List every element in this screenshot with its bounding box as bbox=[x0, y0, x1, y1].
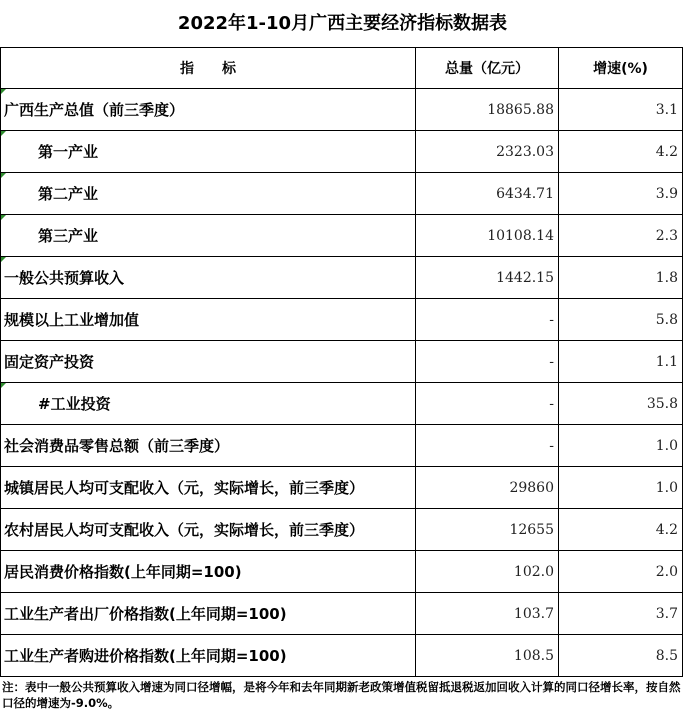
row-total: - bbox=[416, 383, 559, 425]
table-row bbox=[1, 257, 683, 299]
row-label: 工业生产者购进价格指数(上年同期=100) bbox=[1, 635, 416, 677]
table-row bbox=[1, 131, 683, 173]
row-growth: 3.1 bbox=[559, 89, 683, 131]
row-label: 工业生产者出厂价格指数(上年同期=100) bbox=[1, 593, 416, 635]
row-label: 社会消费品零售总额（前三季度） bbox=[1, 425, 416, 467]
header-growth: 增速(%) bbox=[559, 48, 683, 89]
row-growth: 1.1 bbox=[559, 341, 683, 383]
row-total: 10108.14 bbox=[416, 215, 559, 257]
table-row bbox=[1, 551, 683, 593]
row-growth: 5.8 bbox=[559, 299, 683, 341]
cell-marker bbox=[1, 215, 6, 220]
row-label: 城镇居民人均可支配收入（元，实际增长，前三季度） bbox=[1, 467, 416, 509]
row-total: 12655 bbox=[416, 509, 559, 551]
row-growth: 1.8 bbox=[559, 257, 683, 299]
table-row bbox=[1, 89, 683, 131]
row-growth: 8.5 bbox=[559, 635, 683, 677]
header-indicator: 指 标 bbox=[1, 48, 416, 89]
row-growth: 3.7 bbox=[559, 593, 683, 635]
row-total: 103.7 bbox=[416, 593, 559, 635]
cell-marker bbox=[1, 131, 6, 136]
cell-marker bbox=[1, 257, 6, 262]
row-label: 居民消费价格指数(上年同期=100) bbox=[1, 551, 416, 593]
row-label: 广西生产总值（前三季度） bbox=[1, 89, 416, 131]
row-total: - bbox=[416, 341, 559, 383]
row-growth: 35.8 bbox=[559, 383, 683, 425]
cell-marker bbox=[1, 89, 6, 94]
table-row bbox=[1, 299, 683, 341]
row-total: 108.5 bbox=[416, 635, 559, 677]
row-total: 18865.88 bbox=[416, 89, 559, 131]
row-growth: 4.2 bbox=[559, 509, 683, 551]
page-title: 2022年1-10月广西主要经济指标数据表 bbox=[177, 13, 508, 34]
table-row bbox=[1, 383, 683, 425]
row-growth: 2.0 bbox=[559, 551, 683, 593]
header-total: 总量（亿元） bbox=[416, 48, 559, 89]
indicator-table bbox=[0, 47, 683, 677]
row-label: 规模以上工业增加值 bbox=[1, 299, 416, 341]
footnote: 注：表中一般公共预算收入增速为同口径增幅，是将今年和去年同期新老政策增值税留抵退税返加回收入计算的同口径增长率，按自然口径的增速为-9.0%。 bbox=[2, 680, 681, 710]
row-total: - bbox=[416, 425, 559, 467]
row-label: 第三产业 bbox=[1, 215, 416, 257]
table-row bbox=[1, 467, 683, 509]
table-row bbox=[1, 509, 683, 551]
row-growth: 3.9 bbox=[559, 173, 683, 215]
row-label: 一般公共预算收入 bbox=[1, 257, 416, 299]
row-total: 29860 bbox=[416, 467, 559, 509]
row-growth: 4.2 bbox=[559, 131, 683, 173]
row-growth: 1.0 bbox=[559, 425, 683, 467]
row-label: 农村居民人均可支配收入（元，实际增长，前三季度） bbox=[1, 509, 416, 551]
table-header-row bbox=[1, 48, 683, 89]
row-label: #工业投资 bbox=[1, 383, 416, 425]
row-total: 2323.03 bbox=[416, 131, 559, 173]
cell-marker bbox=[1, 383, 6, 388]
row-total: 1442.15 bbox=[416, 257, 559, 299]
row-label: 第一产业 bbox=[1, 131, 416, 173]
row-total: 6434.71 bbox=[416, 173, 559, 215]
table-row bbox=[1, 341, 683, 383]
table-row bbox=[1, 593, 683, 635]
row-label: 固定资产投资 bbox=[1, 341, 416, 383]
table-row bbox=[1, 173, 683, 215]
row-label: 第二产业 bbox=[1, 173, 416, 215]
row-total: 102.0 bbox=[416, 551, 559, 593]
row-growth: 2.3 bbox=[559, 215, 683, 257]
table-row bbox=[1, 635, 683, 677]
cell-marker bbox=[1, 173, 6, 178]
row-growth: 1.0 bbox=[559, 467, 683, 509]
row-total: - bbox=[416, 299, 559, 341]
table-row bbox=[1, 425, 683, 467]
table-row bbox=[1, 215, 683, 257]
